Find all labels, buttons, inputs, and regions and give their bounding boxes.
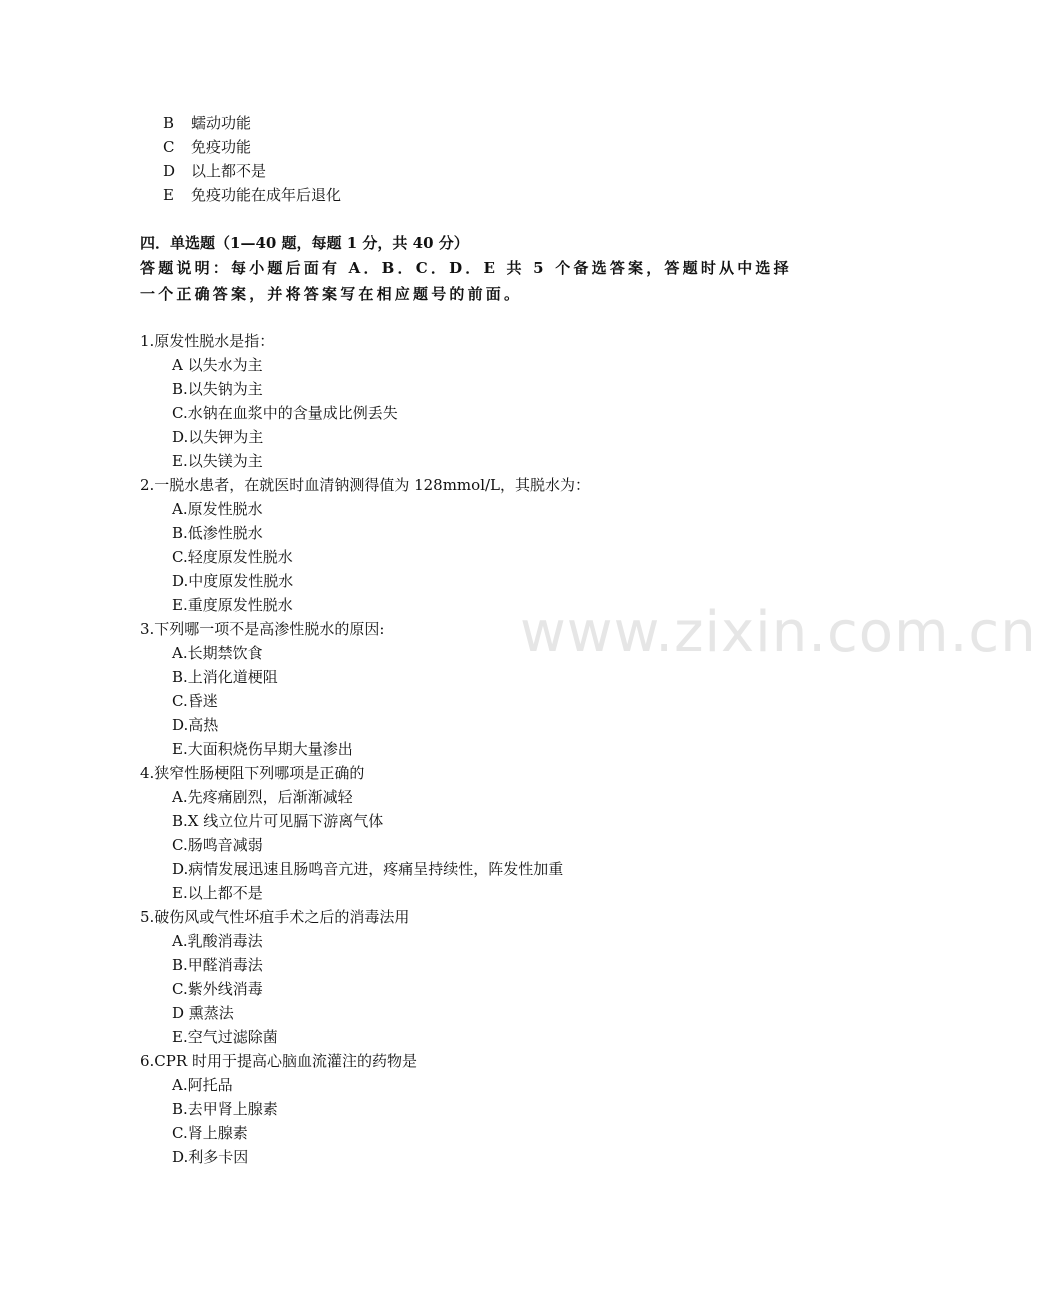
question-3: 3.下列哪一项不是高渗性脱水的原因: bbox=[140, 620, 385, 638]
question-3-option-d: D.高热 bbox=[172, 716, 219, 734]
question-2: 2.一脱水患者，在就医时血清钠测得值为 128mmol/L，其脱水为： bbox=[140, 476, 591, 494]
question-4-option-a: A.先疼痛剧烈，后渐渐减轻 bbox=[172, 788, 353, 806]
question-2-option-a: A.原发性脱水 bbox=[172, 500, 263, 518]
option-text: 免疫功能在成年后退化 bbox=[191, 186, 342, 204]
prev-option-c bbox=[163, 137, 251, 157]
question-2-option-d: D.中度原发性脱水 bbox=[172, 572, 294, 590]
question-5-option-b: B.甲醛消毒法 bbox=[172, 956, 263, 974]
question-4: 4.狭窄性肠梗阻下列哪项是正确的 bbox=[140, 764, 365, 782]
question-2-option-b: B.低渗性脱水 bbox=[172, 524, 263, 542]
question-4-option-e: E.以上都不是 bbox=[172, 884, 263, 902]
question-6-option-d: D.利多卡因 bbox=[172, 1148, 249, 1166]
instruction-line-2: 一个正确答案，并将答案写在相应题号的前面。 bbox=[140, 285, 523, 303]
question-5-option-a: A.乳酸消毒法 bbox=[172, 932, 263, 950]
prev-option-e bbox=[163, 185, 341, 205]
question-6-option-a: A.阿托品 bbox=[172, 1076, 233, 1094]
question-1-option-d: D.以失钾为主 bbox=[172, 428, 264, 446]
question-3-option-e: E.大面积烧伤早期大量渗出 bbox=[172, 740, 353, 758]
option-letter: C bbox=[163, 138, 175, 156]
question-5-option-c: C.紫外线消毒 bbox=[172, 980, 263, 998]
question-4-option-b: B.X 线立位片可见膈下游离气体 bbox=[172, 812, 384, 830]
question-4-option-d: D.病情发展迅速且肠鸣音亢进，疼痛呈持续性，阵发性加重 bbox=[172, 860, 564, 878]
question-3-option-b: B.上消化道梗阻 bbox=[172, 668, 278, 686]
option-text: 免疫功能 bbox=[191, 138, 252, 156]
question-3-option-a: A.长期禁饮食 bbox=[172, 644, 263, 662]
question-1-option-c: C.水钠在血浆中的含量成比例丢失 bbox=[172, 404, 398, 422]
question-1: 1.原发性脱水是指： bbox=[140, 332, 275, 350]
question-6: 6.CPR 时用于提高心脑血流灌注的药物是 bbox=[140, 1052, 417, 1070]
question-1-option-e: E.以失镁为主 bbox=[172, 452, 263, 470]
option-letter: B bbox=[163, 114, 175, 132]
prev-option-d bbox=[163, 161, 266, 181]
prev-option-b bbox=[163, 113, 251, 133]
question-1-option-b: B.以失钠为主 bbox=[172, 380, 263, 398]
question-2-option-e: E.重度原发性脱水 bbox=[172, 596, 293, 614]
option-letter: D bbox=[163, 162, 176, 180]
question-4-option-c: C.肠鸣音减弱 bbox=[172, 836, 263, 854]
question-2-option-c: C.轻度原发性脱水 bbox=[172, 548, 293, 566]
watermark: www.zixin.com.cn bbox=[520, 600, 1037, 665]
section-title: 四．单选题（1—40 题，每题 1 分，共 40 分） bbox=[140, 234, 469, 252]
option-text: 蠕动功能 bbox=[191, 114, 252, 132]
instruction-line-1: 答题说明：每小题后面有 A．B．C．D．E 共 5 个备选答案，答题时从中选择 bbox=[140, 259, 792, 277]
option-text: 以上都不是 bbox=[191, 162, 267, 180]
question-5-option-e: E.空气过滤除菌 bbox=[172, 1028, 278, 1046]
question-5-option-d: D 熏蒸法 bbox=[172, 1004, 234, 1022]
question-6-option-c: C.肾上腺素 bbox=[172, 1124, 248, 1142]
question-1-option-a: A 以失水为主 bbox=[172, 356, 263, 374]
question-6-option-b: B.去甲肾上腺素 bbox=[172, 1100, 278, 1118]
option-letter: E bbox=[163, 186, 174, 204]
question-5: 5.破伤风或气性坏疽手术之后的消毒法用 bbox=[140, 908, 410, 926]
question-3-option-c: C.昏迷 bbox=[172, 692, 218, 710]
